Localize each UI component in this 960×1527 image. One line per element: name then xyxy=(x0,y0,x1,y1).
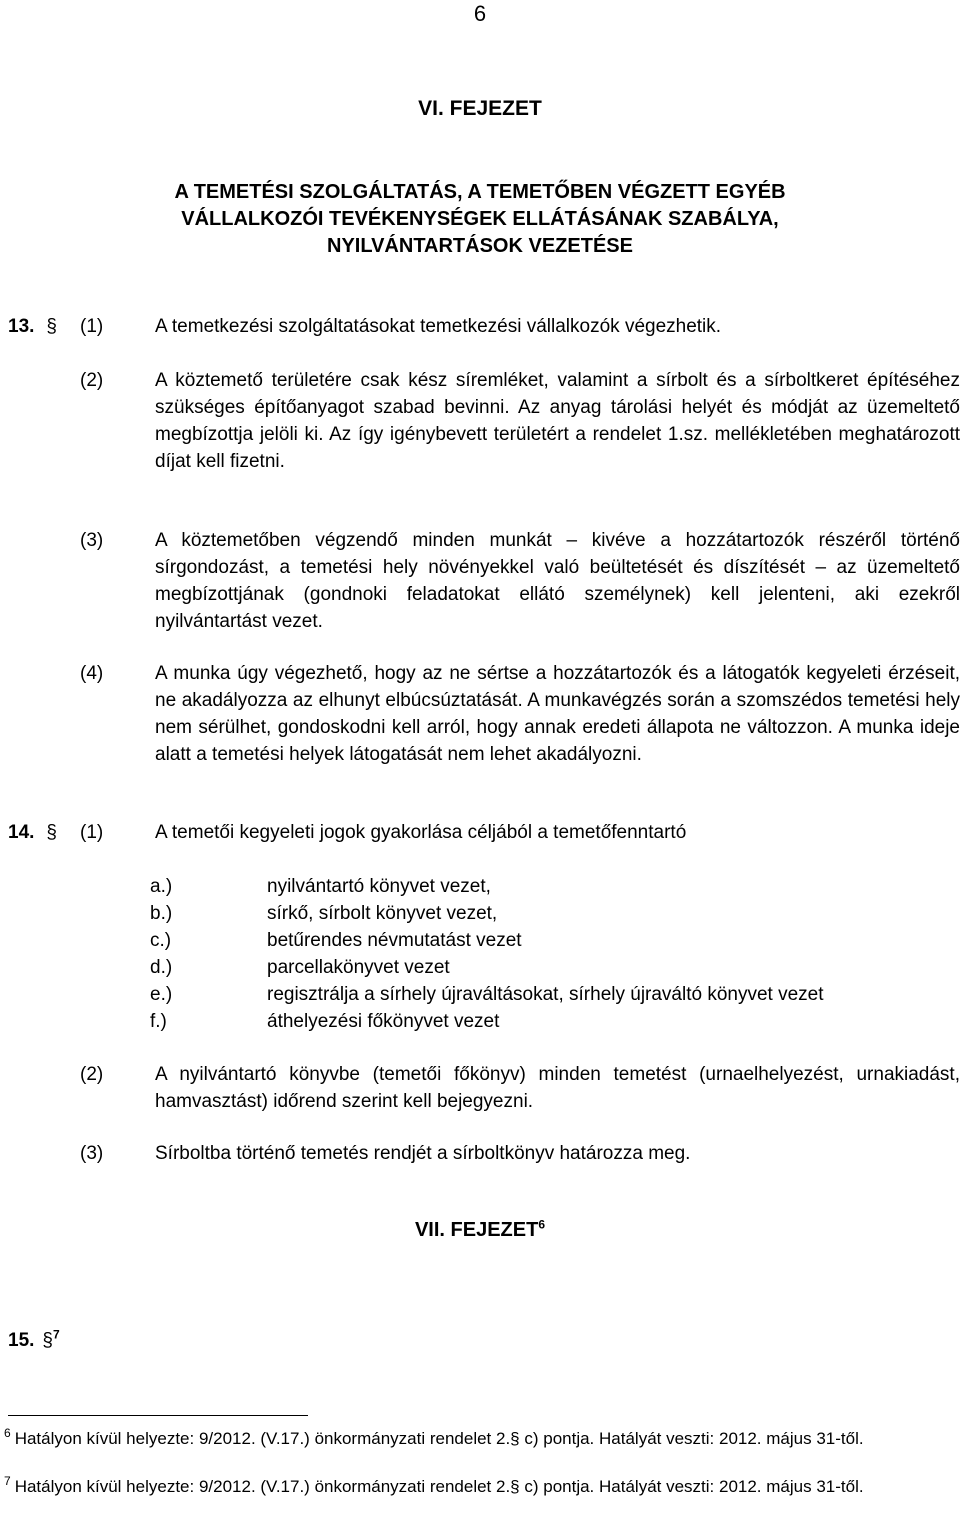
chapter-title-line: A TEMETÉSI SZOLGÁLTATÁS, A TEMETŐBEN VÉGZETT EGYÉB xyxy=(174,181,786,203)
footnote xyxy=(4,1476,960,1498)
chapter-title-line: NYILVÁNTARTÁSOK VEZETÉSE xyxy=(327,235,633,257)
footnote xyxy=(4,1428,960,1450)
paragraph-text: A temetkezési szolgáltatásokat temetkezési vállalkozók végezhetik. xyxy=(155,316,722,337)
footnote-number: 7 xyxy=(4,1474,11,1489)
paragraph-number: (2) xyxy=(80,370,104,391)
list-item-text: regisztrálja a sírhely újraváltásokat, sírhely újraváltó könyvet vezet xyxy=(267,984,824,1005)
chapter-heading-vii xyxy=(0,1219,960,1242)
list-item-text: nyilvántartó könyvet vezet, xyxy=(267,876,491,897)
paragraph-text: A köztemető területére csak kész síremléket, valamint a sírbolt és a sírboltkeret építéséhez szükséges építőanyagot szabad bevinni. Az anyag tárolási helyét és módját az üzemeltető megbízottja jelöli ki. Az így igénybevett területért a rendelet 1.sz. mellékletében meghatározott díjat kell fizetni. xyxy=(155,370,960,472)
chapter-heading-vi: VI. FEJEZET xyxy=(418,97,542,120)
footnote-separator xyxy=(8,1415,308,1416)
section-number: 13. § xyxy=(8,316,57,337)
paragraph-text: A munka úgy végezhető, hogy az ne sértse a hozzátartozók és a látogatók kegyeleti érzéseit, ne akadályozza az elhunyt elbúcsúztatását. A munkavégzés során a szomszédos temetési hely nem sérülhet, gondoskodni kell arról, hogy annak eredeti állapota ne változzon. A munka ideje alatt a temetési helyek látogatását nem lehet akadályozni. xyxy=(155,663,960,765)
paragraph-number: (4) xyxy=(80,663,104,684)
footnote-text: Hatályon kívül helyezte: 9/2012. (V.17.) önkormányzati rendelet 2.§ c) pontja. Hatályát veszti: 2012. május 31-től. xyxy=(14,1429,864,1448)
chapter-title xyxy=(0,179,960,260)
paragraph-number: (1) xyxy=(80,316,104,337)
paragraph-text: Sírboltba történő temetés rendjét a sírboltkönyv határozza meg. xyxy=(155,1143,691,1164)
list-item-letter: c.) xyxy=(150,930,172,951)
paragraph-number: (3) xyxy=(80,530,104,551)
page-number: 6 xyxy=(473,1,487,26)
footnote-reference[interactable]: 6 xyxy=(538,1217,546,1232)
paragraph-text: A köztemetőben végzendő minden munkát – kivéve a hozzátartozók részéről történő sírgondozást, a temetési hely növényekkel való beültetését és díszítését – az üzemeltető megbízottjának (gondnoki feladatokat ellátó személynek) kell jelenteni, aki ezekről nyilvántartást vezet. xyxy=(155,530,960,632)
paragraph-text: A nyilvántartó könyvbe (temetői főkönyv) minden temetést (urnaelhelyezést, urnakiadást, hamvasztást) időrend szerint kell bejegyezni. xyxy=(155,1064,960,1112)
footnote-number: 6 xyxy=(4,1426,11,1441)
paragraph-text: A temetői kegyeleti jogok gyakorlása céljából a temetőfenntartó xyxy=(155,822,687,843)
list-item-text: betűrendes névmutatást vezet xyxy=(267,930,522,951)
list-item-letter: e.) xyxy=(150,984,173,1005)
list-item-text: áthelyezési főkönyvet vezet xyxy=(267,1011,500,1032)
chapter-title-line: VÁLLALKOZÓI TEVÉKENYSÉGEK ELLÁTÁSÁNAK SZABÁLYA, xyxy=(181,208,779,230)
list-item-letter: f.) xyxy=(150,1011,167,1032)
list-item-letter: b.) xyxy=(150,903,173,924)
section-number: 14. § xyxy=(8,822,57,843)
paragraph-number: (1) xyxy=(80,822,104,843)
footnote-reference[interactable]: 7 xyxy=(53,1327,60,1342)
chapter-heading-text: VII. FEJEZET xyxy=(414,1219,539,1241)
paragraph-number: (3) xyxy=(80,1143,104,1164)
list-item-letter: a.) xyxy=(150,876,173,897)
list-item-letter: d.) xyxy=(150,957,173,978)
paragraph-number: (2) xyxy=(80,1064,104,1085)
footnote-text: Hatályon kívül helyezte: 9/2012. (V.17.) önkormányzati rendelet 2.§ c) pontja. Hatályát veszti: 2012. május 31-től. xyxy=(14,1477,864,1496)
list-item-text: sírkő, sírbolt könyvet vezet, xyxy=(267,903,498,924)
list-item-text: parcellakönyvet vezet xyxy=(267,957,450,978)
section-number: 15. §$^7$ xyxy=(8,1327,60,1351)
